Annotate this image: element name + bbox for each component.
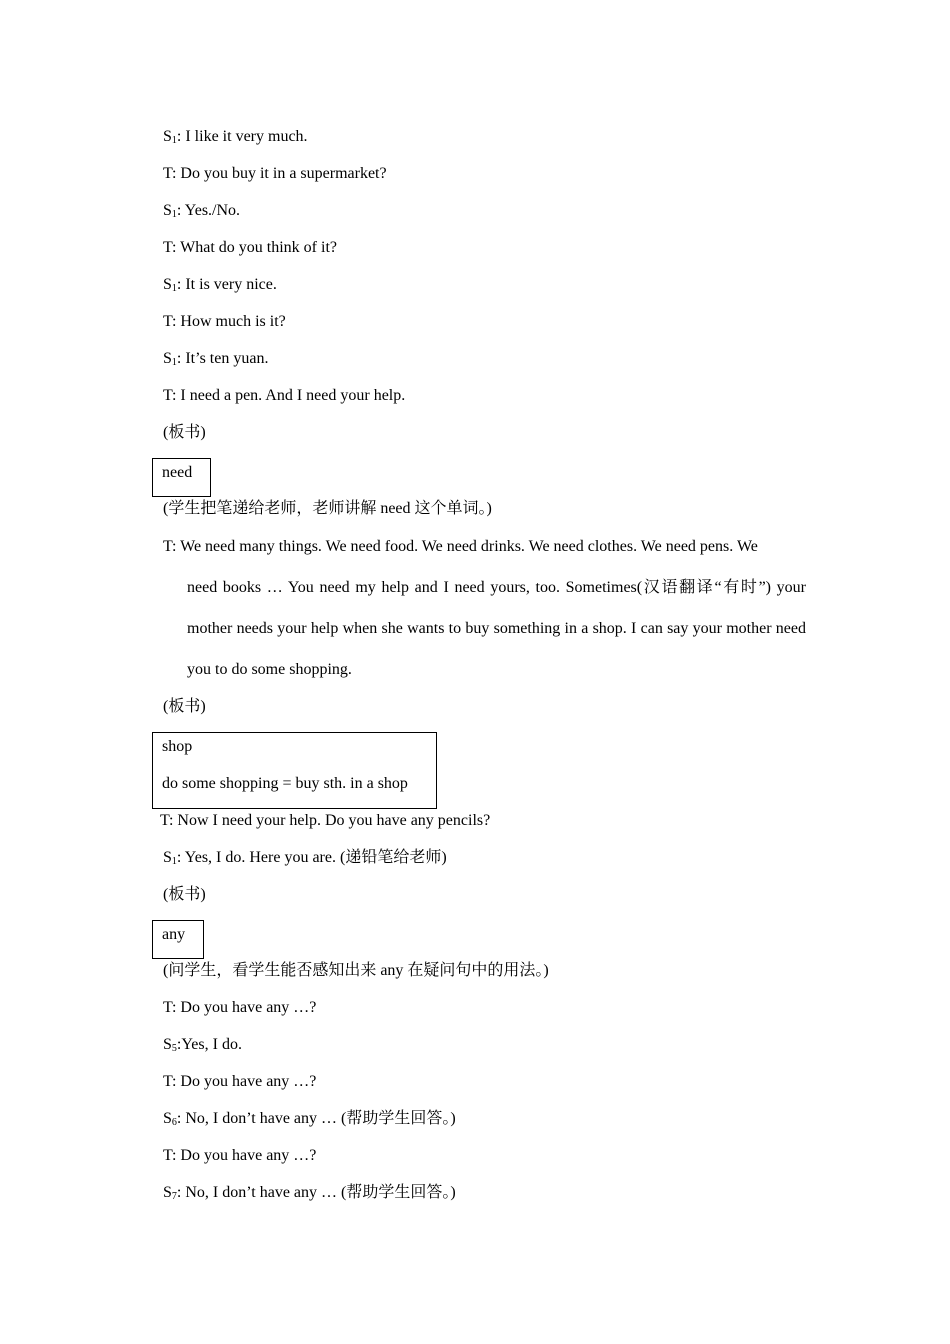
dialogue-line (163, 164, 387, 184)
speaker: T (163, 999, 172, 1016)
utterance: : Yes./No. (176, 202, 241, 219)
vocab-box-shop (152, 732, 437, 809)
dialogue-line (163, 127, 308, 147)
dialogue-line (163, 275, 277, 295)
utterance: : Yes, I do. Here you are. (递铅笔给老师) (176, 849, 447, 866)
speaker-subscript: 6 (171, 1117, 177, 1128)
dialogue-line (163, 1109, 456, 1129)
utterance: :Yes, I do. (176, 1036, 242, 1053)
utterance: : I like it very much. (176, 128, 308, 145)
utterance: : I need a pen. And I need your help. (171, 387, 406, 404)
speaker-subscript: 1 (171, 283, 177, 294)
utterance: : How much is it? (171, 313, 286, 330)
speaker: S (163, 202, 172, 219)
teaching-note: (问学生，看学生能否感知出来 any 在疑问句中的用法。) (163, 962, 549, 979)
speaker: S (163, 128, 172, 145)
utterance: : It is very nice. (176, 276, 277, 293)
dialogue-line (163, 312, 286, 332)
board-note: (板书) (163, 886, 206, 903)
paragraph-first-line: T: We need many things. We need food. We need drinks. We need clothes. We need pens. We (163, 538, 758, 555)
vocab-word: need (162, 464, 193, 481)
dialogue-line (163, 1183, 456, 1203)
speaker-subscript: 1 (171, 856, 177, 867)
utterance: : Do you have any …? (171, 1073, 317, 1090)
speaker-subscript: 1 (171, 209, 177, 220)
utterance: : Do you have any …? (171, 999, 317, 1016)
dialogue-line (163, 848, 447, 868)
vocab-box-any (152, 920, 204, 959)
speaker: T (163, 239, 172, 256)
speaker: S (163, 1184, 172, 1201)
speaker: S (163, 1036, 172, 1053)
utterance: : What do you think of it? (171, 239, 337, 256)
speaker-subscript: 1 (171, 357, 177, 368)
speaker: T (163, 313, 172, 330)
speaker-subscript: 5 (171, 1043, 177, 1054)
utterance: : No, I don’t have any … (帮助学生回答。) (176, 1184, 456, 1201)
utterance: : It’s ten yuan. (176, 350, 269, 367)
utterance: : Do you buy it in a supermarket? (171, 165, 387, 182)
board-note: (板书) (163, 698, 206, 715)
utterance: : Do you have any …? (171, 1147, 317, 1164)
dialogue-line (163, 998, 316, 1018)
speaker: S (163, 276, 172, 293)
vocab-phrase: do some shopping = buy sth. in a shop (162, 775, 408, 792)
dialogue-line (163, 201, 240, 221)
speaker: S (163, 350, 172, 367)
dialogue-line (163, 349, 268, 369)
board-note: (板书) (163, 424, 206, 441)
speaker: T (163, 165, 172, 182)
vocab-word: any (162, 926, 186, 943)
paragraph-continuation: need books … You need my help and I need yours, too. Sometimes(汉语翻译“有时”) your mother needs your help when she wants to buy something in a shop. I can say your mother need you to do some shopping. (187, 579, 806, 678)
speaker-subscript: 7 (171, 1191, 177, 1202)
speaker: S (163, 1110, 172, 1127)
dialogue-line (163, 1035, 242, 1055)
speaker: T (163, 387, 172, 404)
utterance: : No, I don’t have any … (帮助学生回答。) (176, 1110, 456, 1127)
teacher-line: T: Now I need your help. Do you have any pencils? (160, 812, 491, 829)
dialogue-line (163, 386, 405, 406)
teaching-note: (学生把笔递给老师，老师讲解 need 这个单词。) (163, 500, 492, 517)
speaker: T (163, 1147, 172, 1164)
vocab-word: shop (162, 738, 193, 755)
speaker: T (163, 1073, 172, 1090)
dialogue-line (163, 1072, 316, 1092)
dialogue-line (163, 238, 337, 258)
speaker-subscript: 1 (171, 135, 177, 146)
vocab-box-need (152, 458, 211, 497)
dialogue-line (163, 1146, 316, 1166)
teacher-paragraph (163, 526, 806, 690)
speaker: S (163, 849, 172, 866)
